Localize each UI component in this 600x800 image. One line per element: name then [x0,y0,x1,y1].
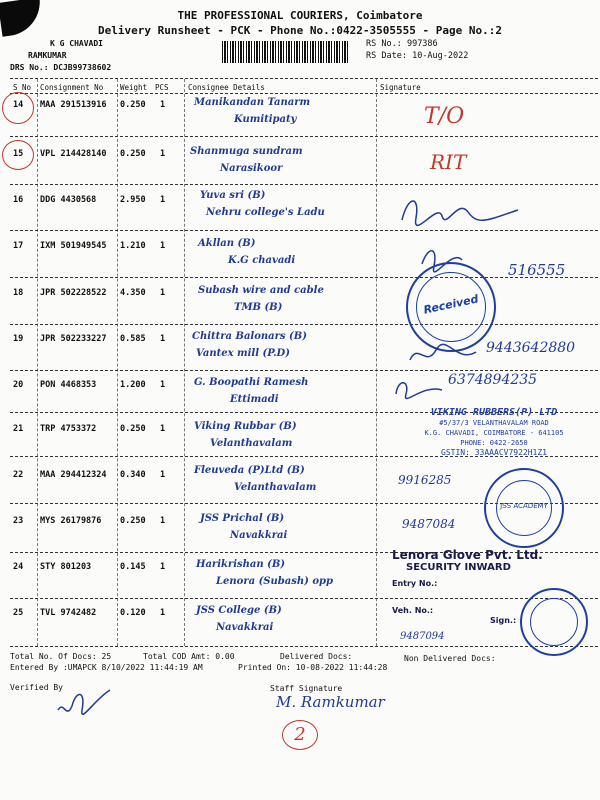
jss-seal [520,588,588,656]
row-pcs: 1 [160,562,166,572]
col-consignment: Consignment No [40,83,104,92]
viking-rubber-stamp: VIKING RUBBERS(P) LTD #5/37/3 VELANTHAVALAM ROAD K.G. CHAVADI, COIMBATORE - 641105 PHONE: 0422-2650 GSTIN: 33AAACV7922H1Z1 [424,407,564,457]
drs-value: DCJB99738602 [53,63,112,72]
row-pcs: 1 [160,334,166,344]
red-circled-number: 2 [282,720,318,750]
signature-scribble [392,374,448,404]
row-consignee: JSS Prichal (B) Navakkrai [200,513,288,541]
row-consignment-no: TRP 4753372 [40,424,97,434]
row-weight: 0.585 [120,334,146,344]
signature-phone: 9487084 [402,517,456,531]
col-consignee: Consignee Details [188,83,265,92]
row-consignee: Manikandan Tanarm Kumitipaty [194,97,311,125]
row-sno: 15 [13,149,24,159]
row-consignment-no: JPR 502233227 [40,334,107,344]
verified-by-label: Verified By [10,683,63,692]
row-consignment-no: TVL 9742482 [40,608,97,618]
row-consignment-no: VPL 214428140 [40,149,107,159]
row-consignment-no: MAA 294412324 [40,470,107,480]
row-sno: 16 [13,195,24,205]
row-sno: 25 [13,608,24,618]
col-weight: Weight [120,83,148,92]
row-consignment-no: STY 801203 [40,562,92,572]
signature-phone: 516555 [508,261,566,279]
row-rule [10,370,598,371]
rs-no-value: 997386 [406,39,438,49]
row-sno: 18 [13,288,24,298]
divider-3 [184,79,185,646]
row-sno: 22 [13,470,24,480]
staff-name: RAMKUMAR [28,51,67,60]
row-sno: 23 [13,516,24,526]
row-weight: 1.200 [120,380,146,390]
row-rule [10,324,598,325]
row-rule [10,184,598,185]
divider-2 [117,79,118,646]
row-weight: 2.950 [120,195,146,205]
staff-signature-label: Staff Signature [270,684,343,693]
row-pcs: 1 [160,608,166,618]
rs-date-label: RS Date: [366,51,407,61]
red-circle-mark [2,92,34,124]
printed-on: Printed On: 10-08-2022 11:44:28 [238,663,388,672]
row-pcs: 1 [160,100,166,110]
row-consignment-no: PON 4468353 [40,380,97,390]
row-consignee: Viking Rubbar (B) Velanthavalam [194,421,297,449]
verifier-signature [50,680,120,730]
signature-phone: 9443642880 [486,340,576,356]
total-cod: Total COD Amt: 0.00 [143,652,235,661]
row-pcs: 1 [160,470,166,480]
jss-seal: JSS ACADEMY [484,468,564,548]
row-consignment-no: MAA 291513916 [40,100,107,110]
divider-1 [37,79,38,646]
signature-rit: RIT [430,150,467,174]
row-weight: 4.350 [120,288,146,298]
barcode [222,41,350,63]
total-docs: Total No. Of Docs: 25 [10,652,112,661]
row-sno: 19 [13,334,24,344]
row-consignee: Fleuveda (P)Ltd (B) Velanthavalam [194,465,317,493]
row-consignee: Subash wire and cable TMB (B) [198,285,324,313]
row-consignee: Akllan (B) K.G chavadi [198,238,296,266]
doc-subtitle: Delivery Runsheet - PCK - Phone No.:0422-3505555 - Page No.:2 [98,24,502,37]
row-weight: 0.250 [120,516,146,526]
received-label: Received [422,292,480,317]
row-pcs: 1 [160,516,166,526]
row-consignee: Harikrishan (B) Lenora (Subash) opp [196,559,334,587]
delivered-docs: Delivered Docs: [280,652,353,661]
row-consignment-no: DDG 4430568 [40,195,97,205]
row-sno: 21 [13,424,24,434]
signature-phone: 9487094 [400,631,445,642]
row-sno: 24 [13,562,24,572]
rs-no-label: RS No.: [366,39,402,49]
divider-4 [376,79,377,646]
non-delivered-docs: Non Delivered Docs: [404,654,496,663]
row-weight: 0.340 [120,470,146,480]
row-consignee: JSS College (B) Navakkrai [196,605,282,633]
doc-title: THE PROFESSIONAL COURIERS, Coimbatore [177,9,423,22]
staff-signature: M. Ramkumar [276,693,385,711]
red-circle-mark [2,140,34,170]
row-weight: 0.250 [120,100,146,110]
row-sno: 17 [13,241,24,251]
rs-date-field [366,51,468,61]
row-weight: 0.250 [120,424,146,434]
row-weight: 0.250 [120,149,146,159]
row-consignee: G. Boopathi Ramesh Ettimadi [194,377,309,405]
signature-scribble [398,190,538,236]
row-weight: 0.120 [120,608,146,618]
rs-date-value: 10-Aug-2022 [412,51,469,61]
signature-scribble [406,340,486,370]
signature-phone: 9916285 [398,473,452,487]
row-consignment-no: JPR 502228522 [40,288,107,298]
rs-number-field [366,39,438,49]
signature-phone: 6374894235 [448,372,538,388]
row-pcs: 1 [160,241,166,251]
row-consignee: Shanmuga sundram Narasikoor [190,146,303,174]
lenora-security-stamp: Lenora Glove Pvt. Ltd. SECURITY INWARD Entry No.: Veh. No.: Sign.: [392,548,543,625]
row-weight: 1.210 [120,241,146,251]
row-weight: 0.145 [120,562,146,572]
col-pcs: PCS [155,83,169,92]
row-pcs: 1 [160,149,166,159]
row-consignment-no: MYS 26179876 [40,516,102,526]
row-pcs: 1 [160,424,166,434]
row-pcs: 1 [160,380,166,390]
row-consignment-no: IXM 501949545 [40,241,107,251]
header-top-rule [10,78,598,79]
row-sno: 14 [13,100,24,110]
col-signature: Signature [380,83,421,92]
entered-by: Entered By :UMAPCK 8/10/2022 11:44:19 AM [10,663,203,672]
drs-number-field [10,63,111,72]
row-consignee: Yuva sri (B) Nehru college's Ladu [200,190,325,218]
col-sno: S No [13,83,32,92]
received-stamp [406,262,496,352]
row-rule [10,136,598,137]
row-sno: 20 [13,380,24,390]
row-consignee: Chittra Balonars (B) Vantex mill (P.D) [192,331,307,359]
branch-name: K G CHAVADI [50,39,103,48]
drs-label: DRS No.: [10,63,49,72]
signature-t-o: T/O [424,104,465,129]
table-bottom-rule [10,646,598,647]
row-pcs: 1 [160,195,166,205]
row-pcs: 1 [160,288,166,298]
